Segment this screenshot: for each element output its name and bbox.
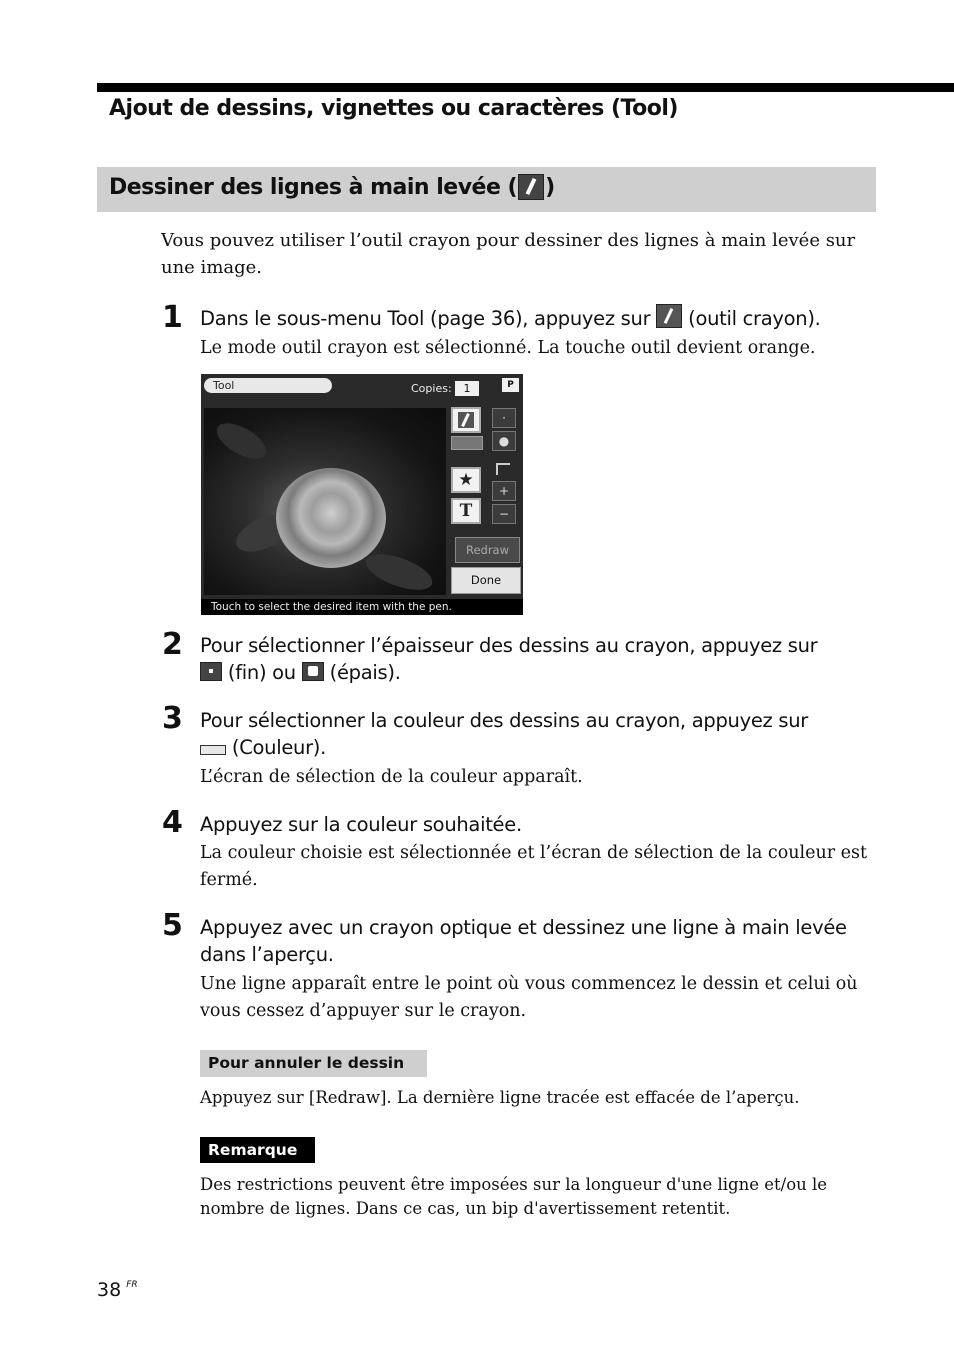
note-text: Des restrictions peuvent être imposées sur la longueur d'une ligne et/ou le nombre de lignes. Dans ce cas, un bip d'avertissement retentit. (200, 1175, 828, 1218)
subsection-title-end: ) (545, 174, 555, 200)
rose-flower (276, 468, 386, 568)
step-heading-text: (épais). (329, 661, 401, 684)
step-detail: Une ligne apparaît entre le point où vous commencez le dessin et celui où vous cessez d’appuyer sur le crayon. (200, 974, 858, 1021)
resize-icon (496, 463, 510, 475)
step-detail: La couleur choisie est sélectionnée et l’écran de sélection de la couleur est fermé. (200, 843, 868, 890)
reduce-button: − (492, 504, 516, 524)
tool-screenshot (201, 374, 523, 615)
step-number: 3 (162, 701, 183, 736)
step-heading (200, 707, 890, 761)
intro-paragraph: Vous pouvez utiliser l’outil crayon pour dessiner des lignes à main levée sur une image. (161, 230, 856, 278)
pencil-icon (656, 304, 682, 328)
page-number (97, 1279, 138, 1301)
thin-line-icon (200, 662, 222, 681)
thin-line-button: · (492, 408, 516, 428)
text-button: T (451, 498, 481, 524)
step-heading: Appuyez sur la couleur souhaitée. (200, 813, 522, 836)
section-title: Ajout de dessins, vignettes ou caractères (Tool) (109, 96, 678, 121)
thick-line-icon (302, 662, 324, 681)
enlarge-button: + (492, 481, 516, 501)
step-heading-text: Pour sélectionner la couleur des dessins au crayon, appuyez sur (200, 709, 809, 732)
step-heading-text: (outil crayon). (688, 307, 821, 330)
pencil-tool-button (451, 407, 481, 433)
stamp-button: ★ (451, 467, 481, 493)
step-number: 4 (162, 805, 183, 840)
step-heading (200, 304, 880, 332)
copies-value: 1 (455, 381, 479, 396)
step-number: 1 (162, 300, 183, 335)
step-detail: L’écran de sélection de la couleur apparaît. (200, 767, 583, 787)
step-heading-text: Pour sélectionner l’épaisseur des dessins au crayon, appuyez sur (200, 634, 818, 657)
step-number: 5 (162, 908, 183, 943)
header-rule (97, 83, 954, 92)
page-language: FR (126, 1280, 138, 1290)
color-icon (200, 745, 226, 755)
cancel-text: Appuyez sur [Redraw]. La dernière ligne tracée est effacée de l’aperçu. (200, 1088, 800, 1107)
screen-title: Tool (204, 378, 332, 393)
step-heading-text: (Couleur). (231, 736, 327, 759)
print-button: P (502, 378, 519, 392)
pencil-icon (518, 174, 544, 200)
preview-image (204, 408, 446, 595)
screen-status: Touch to select the desired item with the pen. (201, 599, 523, 615)
redraw-button: Redraw (455, 537, 520, 563)
subsection-title-text: Dessiner des lignes à main levée ( (109, 174, 518, 200)
thick-line-button: ● (492, 431, 516, 451)
copies-label: Copies: (411, 382, 452, 395)
step-detail: Le mode outil crayon est sélectionné. La touche outil devient orange. (200, 338, 816, 358)
page-number-value: 38 (97, 1279, 122, 1301)
step-heading-text: (fin) ou (227, 661, 296, 684)
step-number: 2 (162, 627, 183, 662)
step-heading: Appuyez avec un crayon optique et dessinez une ligne à main levée dans l’aperçu. (200, 916, 847, 966)
color-button (451, 436, 483, 450)
subsection-title (109, 174, 555, 200)
cancel-heading: Pour annuler le dessin (200, 1050, 427, 1077)
note-heading: Remarque (200, 1137, 315, 1163)
step-heading-text: Dans le sous-menu Tool (page 36), appuyez sur (200, 307, 651, 330)
done-button: Done (451, 567, 521, 594)
step-heading (200, 632, 890, 686)
